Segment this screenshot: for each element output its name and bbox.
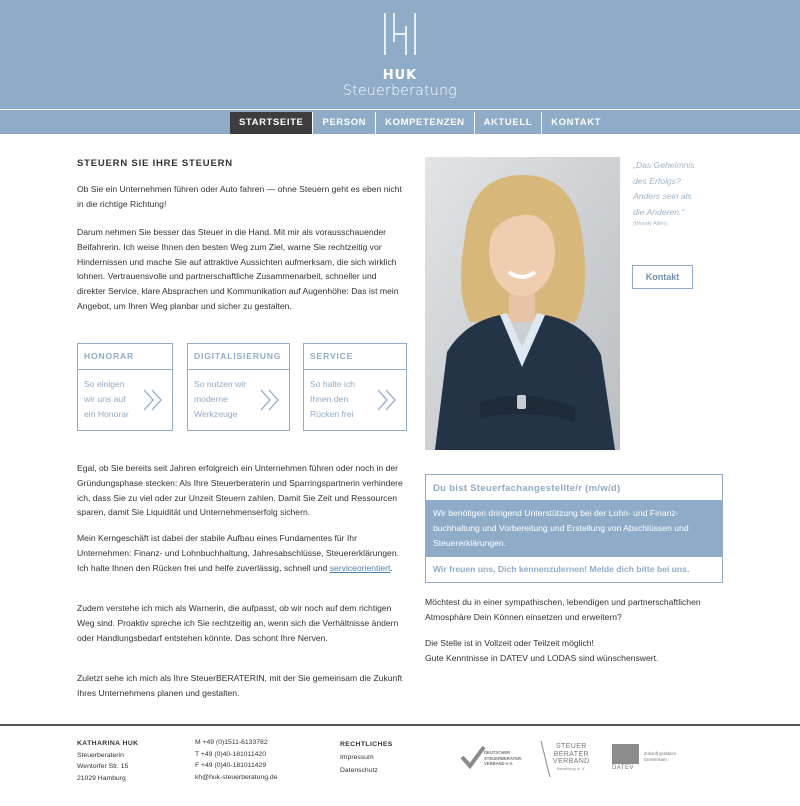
footer-mobile[interactable]: M +49 (0)1511-6133782 [195,739,268,746]
footer-city: 21029 Hamburg [77,774,126,782]
intro-paragraph-2: Darum nehmen Sie besser das Steuer in die Hand. Mit mir als vorausschauender Beifahrerin. Ich weise Ihnen den besten Weg zum Ziel, warne Sie rechtzeitig vor Hindernissen und mache Sie auf attraktive Aussichten aufmerksam, die sich wirklich lohnen. Vertrauensvolle und partnerschaftliche Zusammenarbeit, schneller und direkter Service, klare Absprachen und Kommunikation auf Augenhöhe: Das ist mein Angebot, um Ihren Weg planbar und sicher zu gestalten. [77,227,399,311]
job-description-band [426,500,722,557]
site-footer [0,724,800,806]
stbv-hamburg-badge[interactable] [540,738,590,778]
card-title: HONORAR [84,351,134,361]
badge-line: Hamburg e.V. [556,765,586,771]
footer-fax: F +49 (0)40-181011429 [195,762,267,769]
card-line: Werkzeuge [194,409,238,419]
job-paragraph-line: Gute Kenntnisse in DATEV und LODAS sind wünschenswert. [425,652,659,663]
nav-item-kompetenzen[interactable]: KOMPETENZEN [376,112,474,134]
card-service[interactable] [303,343,407,431]
nav-item-aktuell[interactable]: AKTUELL [475,112,543,134]
logo-subtitle: Steuerberatung [343,83,457,99]
job-paragraph-line: Die Stelle ist in Vollzeit oder Teilzeit möglich! [425,638,594,648]
quote-line: die Anderen.“ [633,206,685,217]
logo-name: HUK [382,68,418,83]
datev-name: DATEV [612,765,635,771]
card-line: moderne [194,394,228,404]
card-line: Ihnen den [310,394,349,404]
paragraph-6: Zuletzt sehe ich mich als Ihre SteuerBERATERIN, mit der Sie gemeinsam die Zukunft Ihres Unternehmens planen und gestalten. [77,673,403,698]
job-cta-link[interactable]: Wir freuen uns, Dich kennenzulernen! Melde dich bitte bei uns. [433,564,690,574]
badge-line: DEUTSCHER [484,750,511,755]
dstv-badge-text [484,750,522,767]
page-title: STEUERN SIE IHRE STEUERN [77,158,233,169]
footer-legal [340,738,393,777]
nav-item-person[interactable]: PERSON [313,112,376,134]
paragraph-3: Egal, ob Sie bereits seit Jahren erfolgreich ein Unternehmen führen oder noch in der Gründungsphase stecken: Als Ihre Steuerberaterin und Sparringspartnerin verhindere ich, dass Sie zu viel oder zur Unzeit Steuern zahlen. Damit Sie Zeit und Ressourcen sparen, damit Sie Liquidität und Unternehmenserfolg sichern. [77,463,403,518]
checkmark-icon [460,744,486,770]
quote [633,158,743,220]
card-text [194,377,264,422]
paragraph-4 [77,531,407,575]
card-line: So halte ich [310,379,355,389]
footer-address [77,738,138,784]
badge-line: Zukunft gestalten. [644,751,678,756]
card-title: SERVICE [310,351,354,361]
serviceorientiert-link[interactable]: serviceorientiert [329,562,391,573]
paragraph-5: Zudem verstehe ich mich als Warnerin, die aufpasst, ob wir noch auf dem richtigen Weg sind. Proaktiv spreche ich Sie rechtzeitig an, wenn sich die Verhältnisse ändern oder Handlungsbedarf entstehen könnte. Das schont Ihre Nerven. [77,603,399,643]
datev-badge[interactable] [612,744,692,774]
site-header [0,0,800,134]
footer-legal-title: RECHTLICHES [340,741,393,748]
quote-line: des Erfolgs? [633,175,681,186]
quote-author: (Woody Allen) [633,221,668,227]
double-chevron-right-icon [259,388,281,412]
datev-logo-icon [612,744,639,764]
card-text [310,377,380,422]
footer-email[interactable]: kh@huk-steuerberatung.de [195,773,278,781]
portrait-image [425,157,620,450]
datev-claim [644,751,677,762]
stbv-badge-text [553,743,590,772]
quote-line: „Das Geheimnis [633,160,695,170]
footer-phone[interactable]: T +49 (0)40-181011420 [195,750,266,758]
job-paragraph-2 [425,636,735,666]
job-title: Du bist Steuerfachangestellte/r (m/w/d) [433,483,621,494]
contact-button[interactable]: Kontakt [632,265,693,289]
datenschutz-link[interactable]: Datenschutz [340,767,378,774]
card-line: Rücken frei [310,409,354,419]
card-digitalisierung[interactable] [187,343,290,431]
job-description: Wir benötigen dringend Unterstützung bei der Lohn- und Finanz-buchhaltung und Vorbereitung und Erstellung von Abschlüssen und Steuererklärungen. [433,508,689,548]
double-chevron-right-icon [376,388,398,412]
footer-street: Wentorfer Str. 15 [77,763,129,770]
badge-line: STEUERBERATER- [484,755,523,761]
footer-name: KATHARINA HUK [77,740,139,747]
badge-line: VERBAND [553,758,590,765]
card-divider [78,369,172,370]
double-chevron-right-icon [142,388,164,412]
nav-item-kontakt[interactable]: KONTAKT [551,117,602,128]
card-line: So einigen [84,379,125,389]
impressum-link[interactable]: Impressum [340,754,374,761]
card-divider [188,369,289,370]
card-line: ein Honorar [84,409,129,419]
badge-line: BERATER [553,750,589,758]
card-divider [304,369,406,370]
job-offer-box [425,474,723,583]
paragraph-4-text: Mein Kerngeschäft ist dabei der stabile Aufbau eines Fundamentes für Ihr Unternehmen: Finanz- und Lohnbuchhaltung, Jahresabschlüsse, Steuererklärungen. Ich halte Ihnen den Rücken frei und helfe zuverlässig, schnell und [77,533,399,573]
header-divider [0,109,800,110]
card-honorar[interactable] [77,343,173,431]
badge-line: VERBAND e.V. [484,761,513,766]
dstv-badge[interactable] [460,742,530,772]
huk-logo-icon[interactable] [383,12,417,56]
card-title: DIGITALISIERUNG [194,351,282,361]
quote-line: Anders sein als [633,191,692,201]
footer-role: Steuerberaterin [77,751,124,759]
badge-line: STEUER [555,743,587,750]
card-line: wir uns auf [84,394,126,404]
nav-item-startseite[interactable]: STARTSEITE [230,112,313,134]
portrait-photo [425,157,620,450]
intro-paragraph: Ob Sie ein Unternehmen führen oder Auto fahren — ohne Steuern geht es eben nicht in die richtige Richtung! [77,184,402,209]
card-line: So nutzen wir [194,379,247,389]
main-navigation [230,112,610,134]
badge-bracket-icon [540,740,552,778]
footer-contact [195,737,277,783]
job-paragraph-1: Möchtest du in einer sympathischen, lebendigen und partnerschaftlichen Atmosphäre Dein Können einsetzen und erweitern? [425,597,701,622]
paragraph-4-end: . [390,562,393,573]
badge-line: Gemeinsam. [644,756,668,762]
